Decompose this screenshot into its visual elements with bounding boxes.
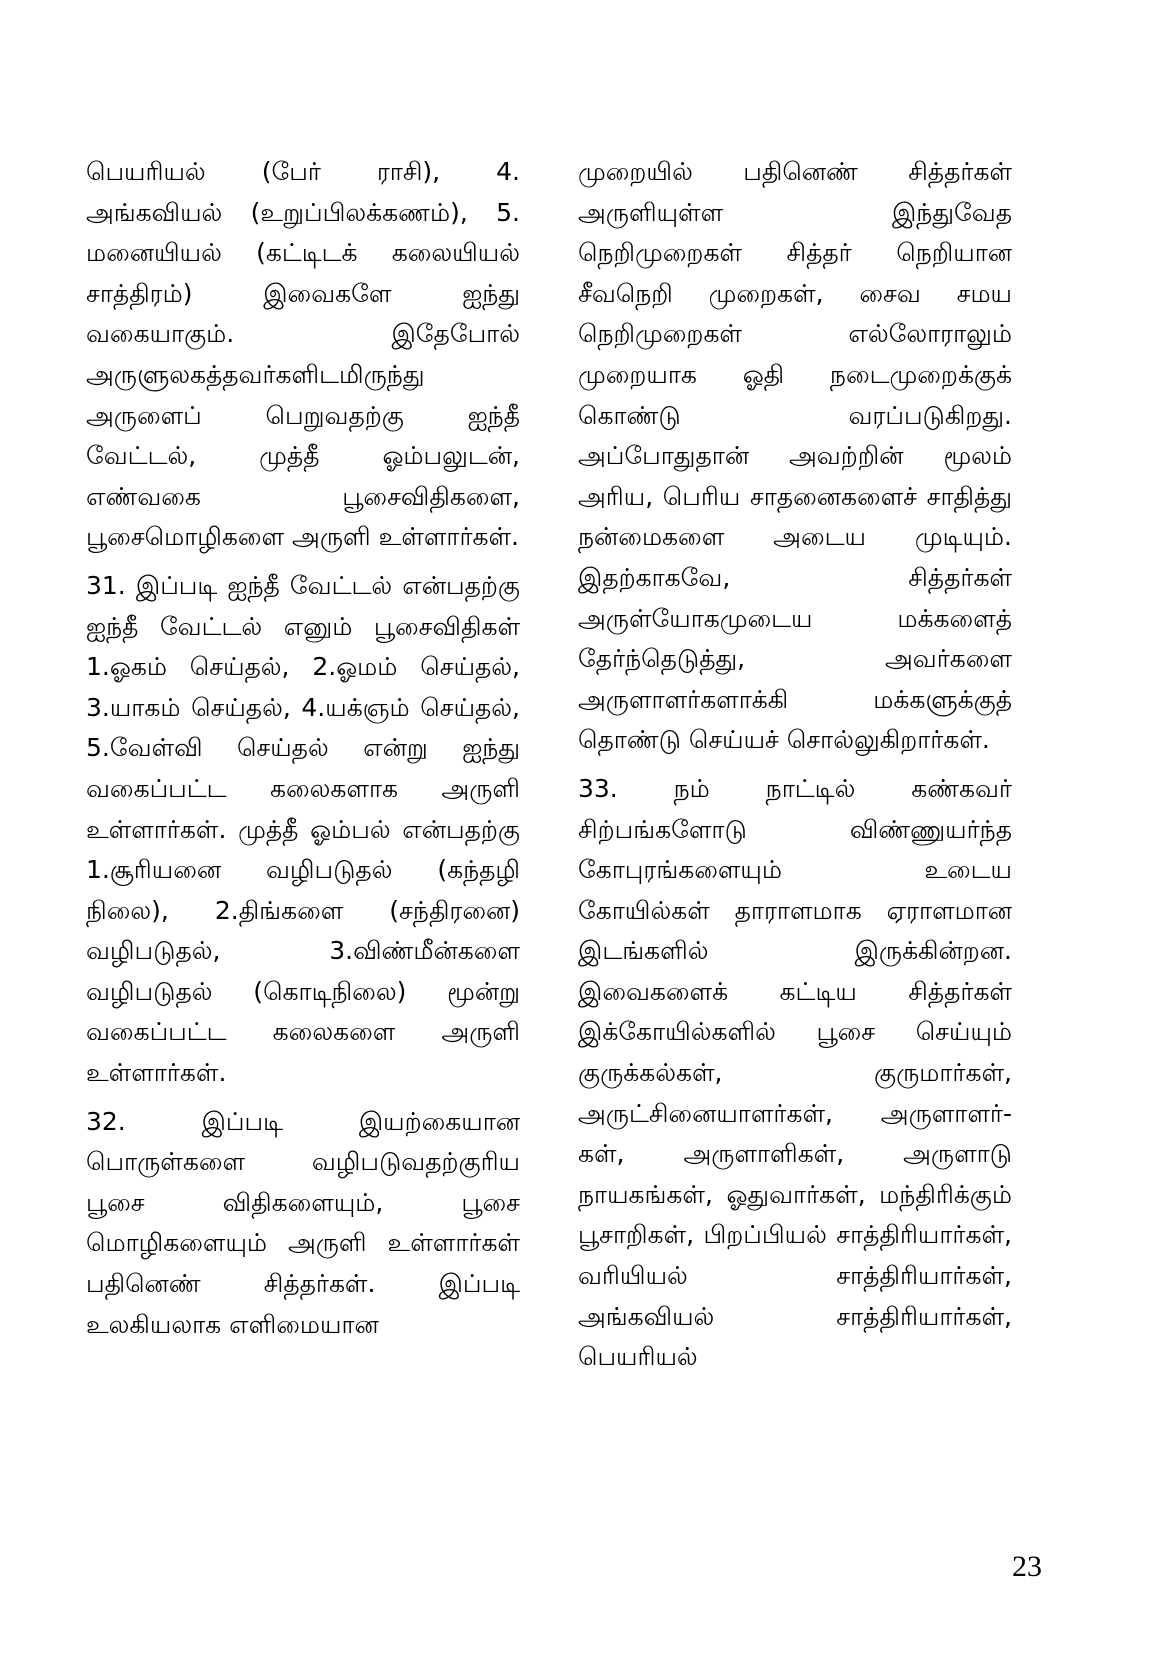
paragraph: 31. இப்படி ஐந்தீ வேட்டல் என்பதற்கு ஐந்தீ வேட்டல் எனும் பூசைவிதிகள் 1.ஓகம் செய்தல், 2.ஓமம் செய்தல், 3.யாகம் செய்தல், 4.யக்ஞம் செய்தல், 5.வேள்வி செய்தல் என்று ஐந்து வகைப்பட்ட கலைகளாக அருளி உள்ளார்கள். முத்தீ ஓம்பல் என்பதற்கு 1.சூரியனை வழிபடுதல் (கந்தழி நிலை), 2.திங்களை (சந்திரனை) வழிபடுதல், 3.விண்மீன்களை வழிபடுதல் (கொடிநிலை) மூன்று வகைப்பட்ட கலைகளை அருளி உள்ளார்கள். — [86, 570, 520, 1088]
page-number: 23 — [1012, 1550, 1042, 1583]
left-column — [86, 152, 520, 1353]
paragraph: 32. இப்படி இயற்கையான பொருள்களை வழிபடுவதற்குரிய பூசை விதிகளையும், பூசை மொழிகளையும் அருளி உள்ளார்கள் பதினெண் சித்தர்கள். இப்படி உலகியலாக எளிமையான — [86, 1106, 520, 1339]
paragraph: பெயரியல் (பேர் ராசி), 4. அங்கவியல் (உறுப்பிலக்கணம்), 5. மனையியல் (கட்டிடக் கலையியல் சாத்திரம்) இவைகளே ஐந்து வகையாகும். இதேபோல் அருளுலகத்தவர்களிடமிருந்து அருளைப் பெறுவதற்கு ஐந்தீ வேட்டல், முத்தீ ஓம்பலுடன், எண்வகை பூசைவிதிகளை, பூசைமொழிகளை அருளி உள்ளார்கள். — [86, 157, 520, 552]
right-column — [578, 152, 1012, 1386]
paragraph: 33. நம் நாட்டில் கண்கவர் சிற்பங்களோடு விண்ணுயர்ந்த கோபுரங்களையும் உடைய கோயில்கள் தாராளமாக ஏராளமான இடங்களில் இருக்கின்றன. இவைகளைக் கட்டிய சித்தர்கள் இக்கோயில்களில் பூசை செய்யும் குருக்கல்கள், குருமார்கள், அருட்சினையாளர்கள், அருளாளர்-கள், அருளாளிகள், அருளாடு நாயகங்கள், ஓதுவார்கள், மந்திரிக்கும் பூசாறிகள், பிறப்பியல் சாத்திரியார்கள், வரியியல் சாத்திரியார்கள், அங்கவியல் சாத்திரியார்கள், பெயரியல் — [578, 773, 1012, 1372]
paragraph: முறையில் பதினெண் சித்தர்கள் அருளியுள்ள இந்துவேத நெறிமுறைகள் சித்தர் நெறியான சீவநெறி முறைகள், சைவ சமய நெறிமுறைகள் எல்லோராலும் முறையாக ஓதி நடைமுறைக்குக் கொண்டு வரப்படுகிறது. அப்போதுதான் அவற்றின் மூலம் அரிய, பெரிய சாதனைகளைச் சாதித்து நன்மைகளை அடைய முடியும். இதற்காகவே, சித்தர்கள் அருள்யோகமுடைய மக்களைத் தேர்ந்தெடுத்து, அவர்களை அருளாளர்களாக்கி மக்களுக்குத் தொண்டு செய்யச் சொல்லுகிறார்கள். — [578, 157, 1012, 755]
